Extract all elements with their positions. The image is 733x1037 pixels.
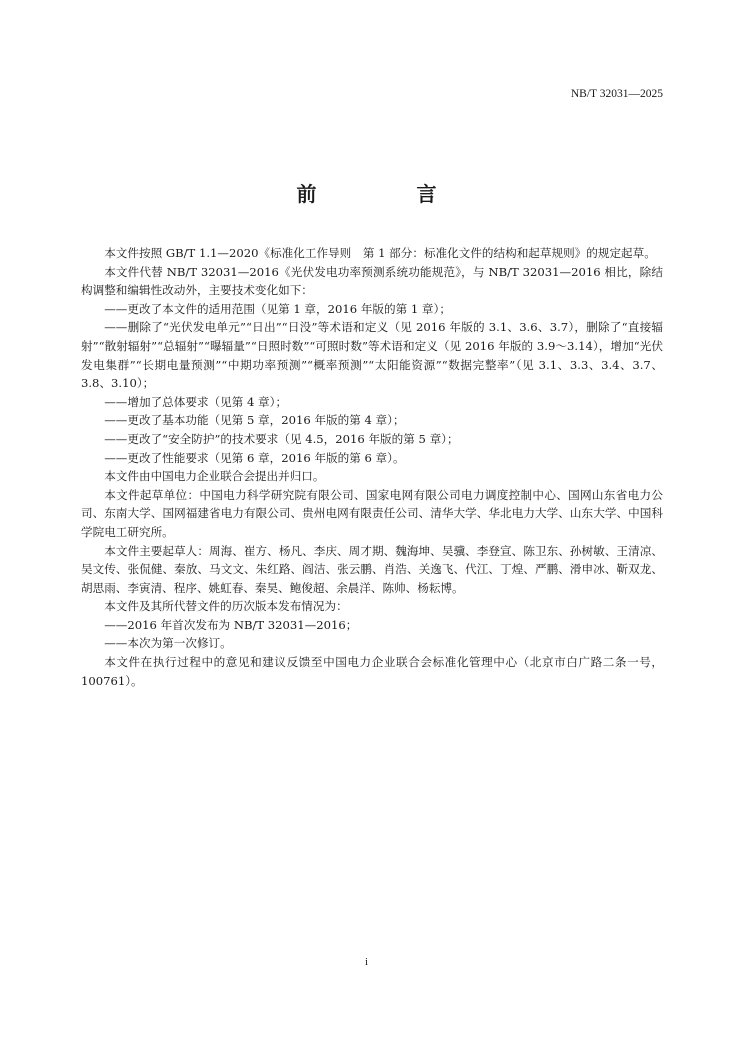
change-item-scope: ——更改了本文件的适用范围（见第 1 章，2016 年版的第 1 章）； — [104, 301, 451, 316]
paragraph-drafters: 本文件主要起草人：周海、崔方、杨凡、李庆、周才期、魏海坤、吴骥、李登宣、陈卫东、孙树敏、王清凉、吴文传、张侃健、秦放、马文文、朱红路、阎洁、张云鹏、肖浩、关逸飞、代江、丁煌、严鹏、滑申冰、靳双龙、胡思雨、李寅清、程序、姚虹春、秦昊、鲍俊超、余晨洋、陈帅、杨耘博。 — [81, 543, 663, 595]
paragraph-version-history: 本文件及其所代替文件的历次版本发布情况为： — [104, 599, 348, 614]
paragraph-feedback: 本文件在执行过程中的意见和建议反馈至中国电力企业联合会标准化管理中心（北京市白广路二条一号，100761）。 — [81, 655, 663, 688]
change-item-performance: ——更改了性能要求（见第 6 章，2016 年版的第 6 章）。 — [104, 450, 405, 465]
paragraph-proposer: 本文件由中国电力企业联合会提出并归口。 — [104, 469, 325, 484]
change-item-security: ——更改了“安全防护”的技术要求（见 4.5，2016 年版的第 5 章）； — [104, 431, 459, 446]
paragraph-drafting-basis: 本文件按照 GB/T 1.1—2020《标准化工作导则 第 1 部分：标准化文件的结构和起草规则》的规定起草。 — [104, 246, 656, 260]
paragraph-drafting-units: 本文件起草单位：中国电力科学研究院有限公司、国家电网有限公司电力调度控制中心、国网山东省电力公司、东南大学、国网福建省电力有限公司、贵州电网有限责任公司、清华大学、华北电力大学、山东大学、中国科学院电工研究所。 — [81, 487, 663, 539]
page-number: i — [364, 956, 369, 968]
history-item-revision: ——本次为第一次修订。 — [104, 636, 232, 651]
change-item-terms: ——删除了“光伏发电单元”“日出”“日没”等术语和定义（见 2016 年版的 3.1、3.6、3.7），删除了“直接辐射”“散射辐射”“总辐射”“曝辐量”“日照时数”“可照时数”等术语和定义（见 2016 年版的 3.9～3.14），增加“光伏发电集群”“长期电量预测”“中期功率预测”“概率预测”“太阳能资源”“数据完整率”（见 3.1、3.3、3.4、3.7、3.8、3.10）； — [81, 320, 663, 391]
paragraph-replacement: 本文件代替 NB/T 32031—2016《光伏发电功率预测系统功能规范》，与 NB/T 32031—2016 相比，除结构调整和编辑性改动外，主要技术变化如下： — [81, 264, 663, 298]
document-code: NB/T 32031—2025 — [570, 88, 663, 100]
change-item-general-requirements: ——增加了总体要求（见第 4 章）； — [104, 394, 288, 409]
page-title: 前 言 — [296, 182, 477, 206]
history-item-first-release: ——2016 年首次发布为 NB/T 32031—2016； — [104, 617, 358, 632]
change-item-basic-functions: ——更改了基本功能（见第 5 章，2016 年版的第 4 章）； — [104, 413, 405, 428]
foreword-body — [81, 244, 663, 690]
